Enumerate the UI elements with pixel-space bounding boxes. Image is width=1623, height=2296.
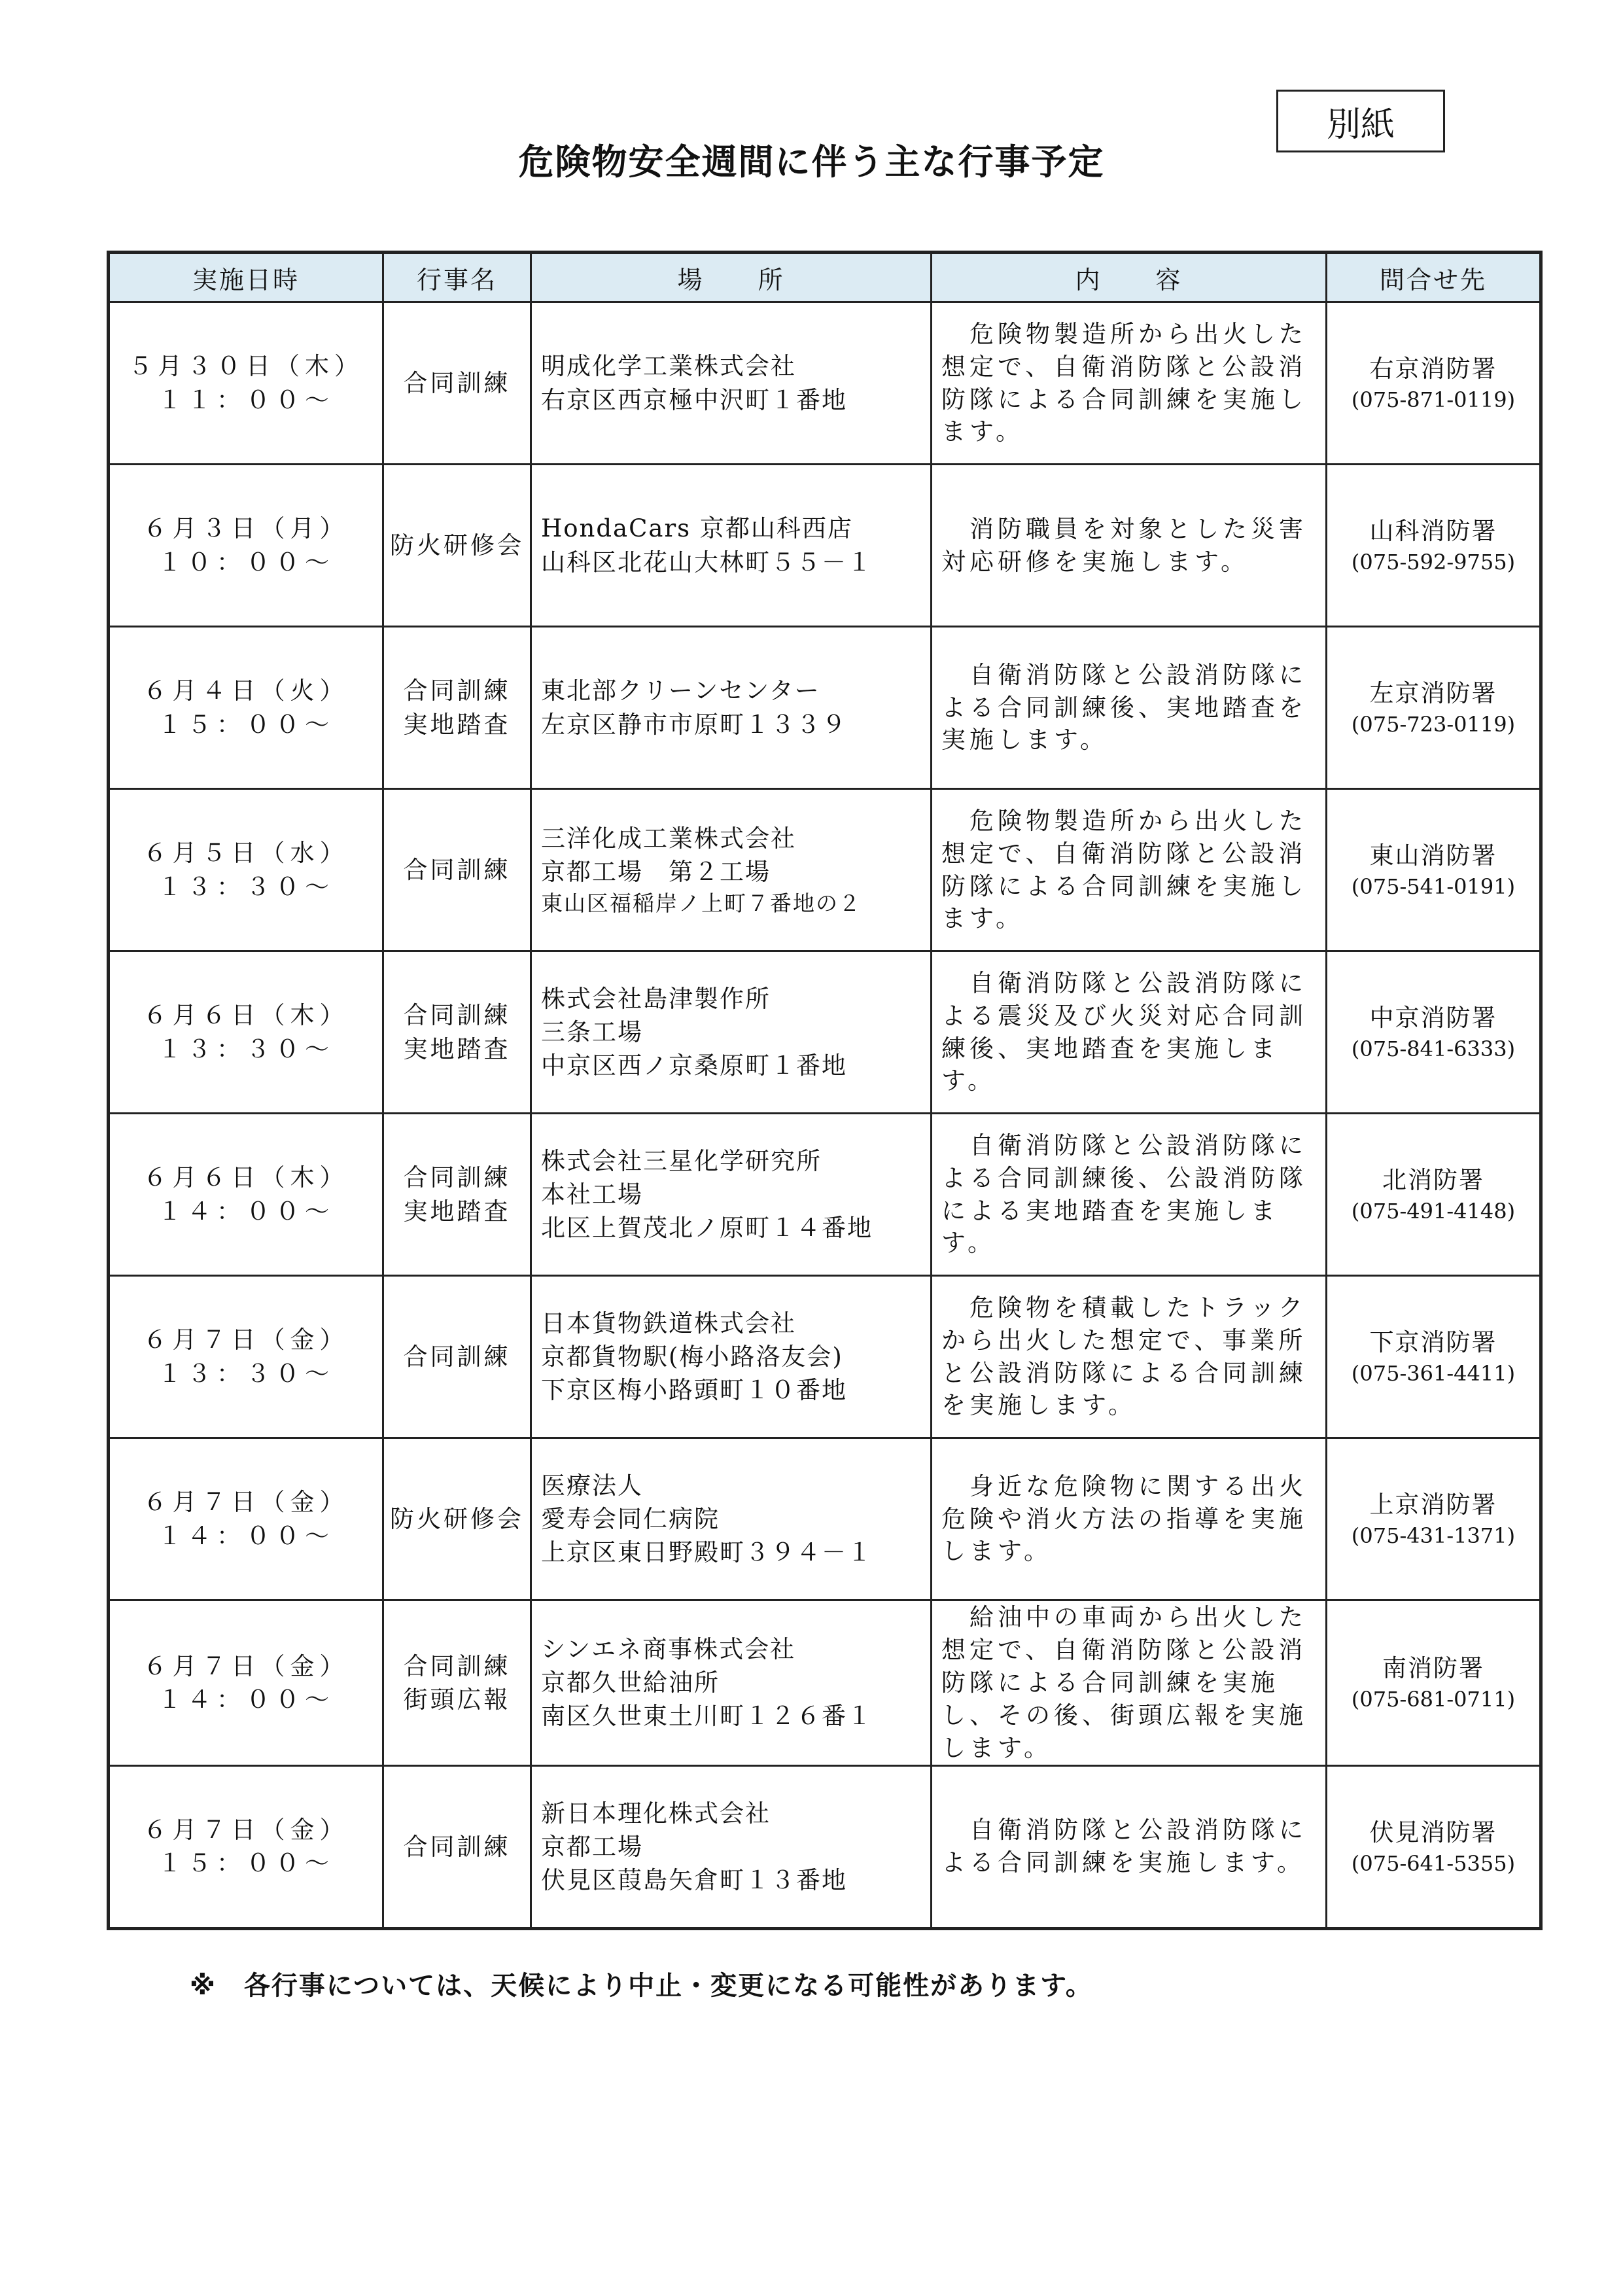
place-line: 北区上賀茂北ノ原町１４番地 (541, 1214, 873, 1243)
table-row (109, 789, 1541, 951)
contact-phone: (075-723-0119) (1351, 711, 1516, 737)
header-event-name: 行事名 (383, 253, 531, 302)
place-line: 山科区北花山大林町５５－１ (541, 548, 873, 576)
header-contact: 問合せ先 (1327, 253, 1541, 302)
event-time: １４：００～ (158, 1685, 334, 1714)
table-row (109, 1765, 1541, 1928)
event-time: １５：００～ (158, 1849, 334, 1878)
event-name-line: 合同訓練 (403, 368, 511, 397)
header-place: 場 所 (531, 253, 932, 302)
header-content: 内 容 (932, 253, 1327, 302)
event-contact (1327, 1600, 1541, 1766)
place-line: 本社工場 (541, 1180, 643, 1209)
place-line: 株式会社三星化学研究所 (541, 1146, 822, 1175)
event-datetime (109, 1765, 383, 1928)
event-place (531, 789, 932, 951)
place-line: 京都工場 (541, 1832, 643, 1861)
event-name (383, 1114, 531, 1276)
place-line: 京都貨物駅(梅小路洛友会) (541, 1342, 843, 1371)
table-row (109, 302, 1541, 465)
contact-phone: (075-431-1371) (1351, 1523, 1516, 1548)
contact-phone: (075-541-0191) (1351, 874, 1516, 899)
event-contact (1327, 1276, 1541, 1438)
place-line: 愛寿会同仁病院 (541, 1504, 720, 1533)
event-content: 危険物を積載したトラックから出火した想定で、事業所と公設消防隊による合同訓練を実施します。 (932, 1276, 1327, 1438)
event-date: ５月３０日（木） (128, 352, 364, 381)
contact-phone: (075-592-9755) (1351, 549, 1516, 574)
event-content: 自衛消防隊と公設消防隊による合同訓練後、実地踏査を実施します。 (932, 627, 1327, 789)
event-name-line: 合同訓練 (403, 1001, 511, 1030)
header-date: 実施日時 (109, 253, 383, 302)
event-contact (1327, 951, 1541, 1114)
event-datetime (109, 1438, 383, 1600)
event-date: ６月３日（月） (143, 514, 349, 543)
event-date: ６月７日（金） (143, 1326, 349, 1354)
event-name (383, 627, 531, 789)
event-content: 給油中の車両から出火した想定で、自衛消防隊と公設消防隊による合同訓練を実施し、その後、街頭広報を実施します。 (932, 1600, 1327, 1766)
event-contact (1327, 1438, 1541, 1600)
event-datetime (109, 465, 383, 627)
event-name (383, 1438, 531, 1600)
contact-name: 東山消防署 (1369, 841, 1497, 870)
contact-name: 右京消防署 (1369, 354, 1497, 383)
event-place (531, 1276, 932, 1438)
event-place (531, 1438, 932, 1600)
event-name (383, 1276, 531, 1438)
event-content: 危険物製造所から出火した想定で、自衛消防隊と公設消防隊による合同訓練を実施します。 (932, 302, 1327, 465)
place-line: 東山区福稲岸ノ上町７番地の２ (541, 890, 862, 916)
event-time: １０：００～ (158, 548, 334, 576)
event-name-line: 実地踏査 (403, 710, 511, 739)
event-name-line: 街頭広報 (403, 1685, 511, 1714)
attachment-label: 別紙 (1276, 90, 1445, 152)
event-datetime (109, 1600, 383, 1766)
contact-name: 左京消防署 (1369, 679, 1497, 707)
table-row (109, 627, 1541, 789)
event-date: ６月７日（金） (143, 1816, 349, 1845)
table-row (109, 951, 1541, 1114)
event-datetime (109, 302, 383, 465)
place-line: 伏見区葭島矢倉町１３番地 (541, 1865, 847, 1894)
contact-phone: (075-871-0119) (1351, 387, 1516, 412)
place-line: 右京区西京極中沢町１番地 (541, 385, 847, 414)
contact-phone: (075-841-6333) (1351, 1036, 1516, 1061)
place-line: 新日本理化株式会社 (541, 1799, 771, 1828)
place-line: 南区久世東土川町１２６番１ (541, 1702, 873, 1731)
event-time: １３：３０～ (158, 872, 334, 901)
event-time: １４：００～ (158, 1521, 334, 1550)
table-row (109, 1276, 1541, 1438)
place-line: HondaCars 京都山科西店 (541, 514, 853, 543)
event-date: ６月７日（金） (143, 1651, 349, 1680)
event-datetime (109, 627, 383, 789)
place-line: 株式会社島津製作所 (541, 984, 771, 1013)
place-line: 日本貨物鉄道株式会社 (541, 1309, 796, 1337)
contact-phone: (075-491-4148) (1351, 1198, 1516, 1224)
event-content: 自衛消防隊と公設消防隊による合同訓練後、公設消防隊による実地踏査を実施します。 (932, 1114, 1327, 1276)
table-row (109, 465, 1541, 627)
event-date: ６月５日（水） (143, 839, 349, 868)
event-contact (1327, 789, 1541, 951)
event-date: ６月６日（木） (143, 1163, 349, 1192)
event-contact (1327, 1114, 1541, 1276)
event-datetime (109, 789, 383, 951)
contact-name: 山科消防署 (1369, 516, 1497, 545)
event-time: １１：００～ (158, 385, 334, 414)
table-row (109, 1438, 1541, 1600)
event-place (531, 1114, 932, 1276)
event-contact (1327, 302, 1541, 465)
event-datetime (109, 1114, 383, 1276)
event-place (531, 1600, 932, 1766)
contact-name: 南消防署 (1382, 1654, 1484, 1683)
place-line: 京都久世給油所 (541, 1669, 720, 1697)
event-name (383, 951, 531, 1114)
event-place (531, 951, 932, 1114)
event-content: 消防職員を対象とした災害対応研修を実施します。 (932, 465, 1327, 627)
contact-name: 伏見消防署 (1369, 1818, 1497, 1846)
contact-phone: (075-641-5355) (1351, 1850, 1516, 1876)
event-time: １３：３０～ (158, 1034, 334, 1063)
contact-name: 上京消防署 (1369, 1490, 1497, 1519)
contact-phone: (075-681-0711) (1351, 1687, 1516, 1712)
event-datetime (109, 1276, 383, 1438)
event-content: 自衛消防隊と公設消防隊による合同訓練を実施します。 (932, 1765, 1327, 1928)
place-line: 明成化学工業株式会社 (541, 352, 796, 381)
event-place (531, 627, 932, 789)
contact-name: 下京消防署 (1369, 1328, 1497, 1356)
event-date: ６月６日（木） (143, 1001, 349, 1030)
place-line: 三条工場 (541, 1017, 643, 1046)
event-date: ６月４日（火） (143, 677, 349, 705)
place-line: シンエネ商事株式会社 (541, 1635, 796, 1664)
event-name (383, 302, 531, 465)
event-contact (1327, 627, 1541, 789)
table-header-row (109, 253, 1541, 302)
event-contact (1327, 1765, 1541, 1928)
event-content: 危険物製造所から出火した想定で、自衛消防隊と公設消防隊による合同訓練を実施します。 (932, 789, 1327, 951)
place-line: 左京区静市市原町１３３９ (541, 710, 847, 739)
event-place (531, 1765, 932, 1928)
event-date: ６月７日（金） (143, 1488, 349, 1517)
event-name-line: 防火研修会 (390, 1504, 524, 1533)
event-place (531, 302, 932, 465)
event-name-line: 合同訓練 (403, 1832, 511, 1861)
place-line: 三洋化成工業株式会社 (541, 824, 796, 853)
event-datetime (109, 951, 383, 1114)
table-row (109, 1600, 1541, 1766)
contact-name: 北消防署 (1382, 1165, 1484, 1194)
place-line: 医療法人 (541, 1471, 643, 1500)
place-line: 東北部クリーンセンター (541, 677, 820, 705)
event-name (383, 789, 531, 951)
event-name-line: 実地踏査 (403, 1034, 511, 1063)
place-line: 下京区梅小路頭町１０番地 (541, 1376, 847, 1405)
place-line: 中京区西ノ京桑原町１番地 (541, 1051, 847, 1080)
page-title: 危険物安全週間に伴う主な行事予定 (518, 141, 1105, 183)
event-name-line: 実地踏査 (403, 1197, 511, 1226)
table-row (109, 1114, 1541, 1276)
event-time: １４：００～ (158, 1197, 334, 1226)
event-name-line: 合同訓練 (403, 677, 511, 705)
event-name-line: 防火研修会 (390, 531, 524, 559)
event-name (383, 465, 531, 627)
event-name-line: 合同訓練 (403, 1651, 511, 1680)
event-name-line: 合同訓練 (403, 1163, 511, 1192)
event-place (531, 465, 932, 627)
event-time: １５：００～ (158, 710, 334, 739)
event-time: １３：３０～ (158, 1359, 334, 1388)
event-schedule-table (107, 251, 1543, 1930)
event-name (383, 1765, 531, 1928)
event-content: 身近な危険物に関する出火危険や消火方法の指導を実施します。 (932, 1438, 1327, 1600)
footnote: ※ 各行事については、天候により中止・変更になる可能性があります。 (190, 1971, 1093, 2001)
place-line: 上京区東日野殿町３９４－１ (541, 1538, 873, 1567)
contact-phone: (075-361-4411) (1351, 1360, 1516, 1386)
contact-name: 中京消防署 (1369, 1003, 1497, 1032)
event-content: 自衛消防隊と公設消防隊による震災及び火災対応合同訓練後、実地踏査を実施します。 (932, 951, 1327, 1114)
event-name-line: 合同訓練 (403, 855, 511, 884)
event-contact (1327, 465, 1541, 627)
event-name (383, 1600, 531, 1766)
event-name-line: 合同訓練 (403, 1342, 511, 1371)
place-line: 京都工場 第２工場 (541, 857, 771, 886)
